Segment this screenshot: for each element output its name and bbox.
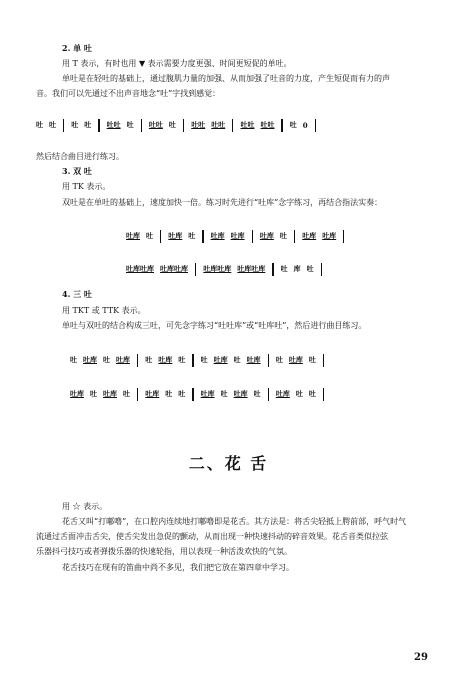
section-3-line-1: 用 TK 表示。 — [62, 182, 111, 191]
syllable: 吐 — [308, 389, 316, 398]
syllable: 吐库 — [168, 231, 183, 240]
syllable: 吐库 — [116, 355, 130, 364]
syllable: 吐 — [188, 231, 196, 240]
double-tongue-row-1 — [126, 229, 344, 243]
section-2-line-2: 单吐是在轻吐的基础上，通过腹肌力量的加强、从而加强了吐音的力度，产生短促而有力的声 — [62, 74, 390, 83]
section-2-heading: 2. 单 吐 — [62, 43, 92, 53]
huashe-line-3: 流通过舌面冲击舌尖，使舌尖发出急促的颤动，从而出现一种快速抖动的碎音效果。花舌音类似拉弦 — [36, 532, 388, 541]
barline — [268, 388, 269, 401]
syllable: 吐 — [165, 389, 173, 398]
section-2-after: 然后结合曲目进行练习。 — [36, 152, 124, 161]
pattern-measure — [276, 389, 316, 399]
syllable: 吐 — [200, 355, 208, 364]
syllable: 吐库 — [302, 231, 317, 240]
syllable: 吐 — [306, 264, 314, 273]
syllable: 吐 — [308, 355, 316, 364]
pattern-measure — [290, 120, 308, 130]
single-tongue-pattern — [36, 118, 316, 132]
pattern-measure — [211, 231, 245, 241]
barline — [232, 119, 233, 132]
pattern-measure — [168, 231, 195, 241]
syllable: 吐库 — [200, 389, 215, 398]
huashe-line-1: 用 ☆ 表示。 — [62, 502, 108, 511]
barline — [192, 388, 193, 401]
pattern-measure — [145, 355, 185, 365]
syllable: 库 — [293, 264, 301, 273]
pattern-measure — [191, 120, 225, 130]
barline — [343, 230, 344, 243]
syllable: 吐 — [280, 264, 288, 273]
syllable: 吐 — [90, 389, 97, 398]
syllable: 吐 — [289, 120, 297, 129]
syllable: 吐 — [253, 389, 261, 398]
syllable: 吐 — [123, 389, 130, 398]
syllable: 吐库 — [288, 355, 303, 364]
barline — [63, 119, 64, 132]
pattern-measure — [201, 355, 261, 365]
syllable: 吐吐 — [211, 120, 226, 129]
syllable: 吐库 — [210, 231, 225, 240]
syllable: 吐 — [178, 389, 186, 398]
section-3-line-2: 双吐是在单吐的基础上，速度加快一倍。练习时先进行“吐库”念字练习，再结合指法实奏： — [62, 198, 383, 207]
syllable: 吐 — [168, 120, 176, 129]
syllable: 吐 — [84, 120, 92, 129]
syllable: 吐库 — [259, 231, 274, 240]
huashe-line-2: 花舌又叫“打嘟噜”，在口腔内连续地打嘟噜即是花舌。其方法是：将舌尖轻抵上腭前部，呼气时气 — [62, 517, 407, 526]
barline — [323, 388, 324, 401]
huashe-line-4: 乐器抖弓技巧或者弹拨乐器的快速轮指，用以表现一种活泼欢快的气氛。 — [36, 547, 292, 556]
barline — [160, 230, 161, 243]
syllable: 吐 — [233, 355, 241, 364]
syllable: 吐库 — [158, 355, 173, 364]
pattern-measure — [203, 264, 265, 274]
pattern-measure — [70, 355, 130, 365]
syllable: 吐吐 — [148, 120, 163, 129]
pattern-measure — [281, 264, 314, 274]
syllable: 吐库 — [322, 231, 337, 240]
syllable: 吐 — [146, 231, 153, 240]
syllable: 吐吐 — [106, 120, 121, 129]
syllable: 吐 — [126, 120, 134, 129]
triple-tongue-row-2 — [70, 387, 324, 401]
syllable: 吐 — [145, 355, 153, 364]
pattern-measure — [126, 231, 153, 241]
syllable: 吐 — [71, 120, 79, 129]
section-2-line-1: 用 T 表示，有时也用 ▼ 表示需要力度更强、时间更短促的单吐。 — [62, 59, 292, 68]
syllable: 吐库吐库 — [126, 264, 154, 273]
syllable: 吐库 — [103, 389, 117, 398]
pattern-measure — [149, 120, 176, 130]
barline — [141, 119, 142, 132]
pattern-measure — [70, 389, 130, 399]
syllable: 吐 — [220, 389, 228, 398]
syllable: 0 — [302, 120, 308, 130]
barline — [323, 354, 324, 367]
huashe-line-5: 花舌技巧在现有的笛曲中尚不多见，我们把它放在第四章中学习。 — [62, 563, 294, 572]
chapter-title-huashe: 二、花 舌 — [188, 454, 269, 473]
syllable: 吐吐 — [260, 120, 275, 129]
barline — [252, 230, 253, 243]
barline — [268, 354, 269, 367]
double-tongue-row-2 — [126, 262, 322, 276]
barline — [272, 263, 273, 276]
section-4-heading: 4. 三 吐 — [62, 289, 92, 299]
syllable: 吐 — [70, 355, 77, 364]
syllable: 吐 — [275, 355, 283, 364]
barline — [321, 263, 322, 276]
syllable: 吐 — [295, 389, 303, 398]
syllable: 吐 — [178, 355, 186, 364]
pattern-measure — [260, 231, 287, 241]
syllable: 吐库 — [70, 389, 84, 398]
syllable: 吐库吐库 — [160, 264, 188, 273]
syllable: 吐吐 — [191, 120, 206, 129]
barline — [202, 230, 203, 243]
barline — [294, 230, 295, 243]
pattern-measure — [276, 355, 316, 365]
barline — [98, 119, 99, 132]
barline — [315, 119, 316, 132]
syllable: 吐 — [36, 120, 43, 129]
section-4-line-1: 用 TKT 或 TTK 表示。 — [62, 306, 146, 315]
syllable: 吐库 — [126, 231, 140, 240]
syllable: 吐库 — [246, 355, 261, 364]
syllable: 吐库 — [275, 389, 290, 398]
syllable: 吐库 — [145, 389, 160, 398]
syllable: 吐库吐库 — [237, 264, 266, 273]
section-3-heading: 3. 双 吐 — [62, 166, 92, 176]
syllable: 吐库 — [83, 355, 97, 364]
pattern-measure — [302, 231, 336, 241]
pattern-measure — [240, 120, 274, 130]
page-number: 29 — [414, 652, 428, 663]
barline — [137, 354, 138, 367]
syllable: 吐 — [103, 355, 110, 364]
syllable: 吐库 — [213, 355, 228, 364]
pattern-measure — [71, 120, 91, 130]
syllable: 吐吐 — [240, 120, 255, 129]
syllable: 吐 — [279, 231, 287, 240]
section-4-line-2: 单吐与双吐的结合构成三吐，可先念字练习“吐吐库”或“吐库吐”，然后进行曲目练习。 — [62, 321, 367, 330]
barline — [183, 119, 184, 132]
syllable: 吐 — [49, 120, 56, 129]
syllable: 吐库 — [233, 389, 248, 398]
pattern-measure — [126, 264, 188, 274]
pattern-measure — [201, 389, 261, 399]
section-2-line-3: 音。我们可以先通过不出声音地念“吐”字找到感觉： — [36, 89, 221, 98]
pattern-measure — [107, 120, 134, 130]
syllable: 吐库 — [230, 231, 245, 240]
barline — [195, 263, 196, 276]
barline — [137, 388, 138, 401]
syllable: 吐库吐库 — [203, 264, 232, 273]
barline — [281, 119, 282, 132]
pattern-measure — [36, 120, 56, 130]
barline — [192, 354, 193, 367]
triple-tongue-row-1 — [70, 353, 324, 367]
pattern-measure — [145, 389, 185, 399]
